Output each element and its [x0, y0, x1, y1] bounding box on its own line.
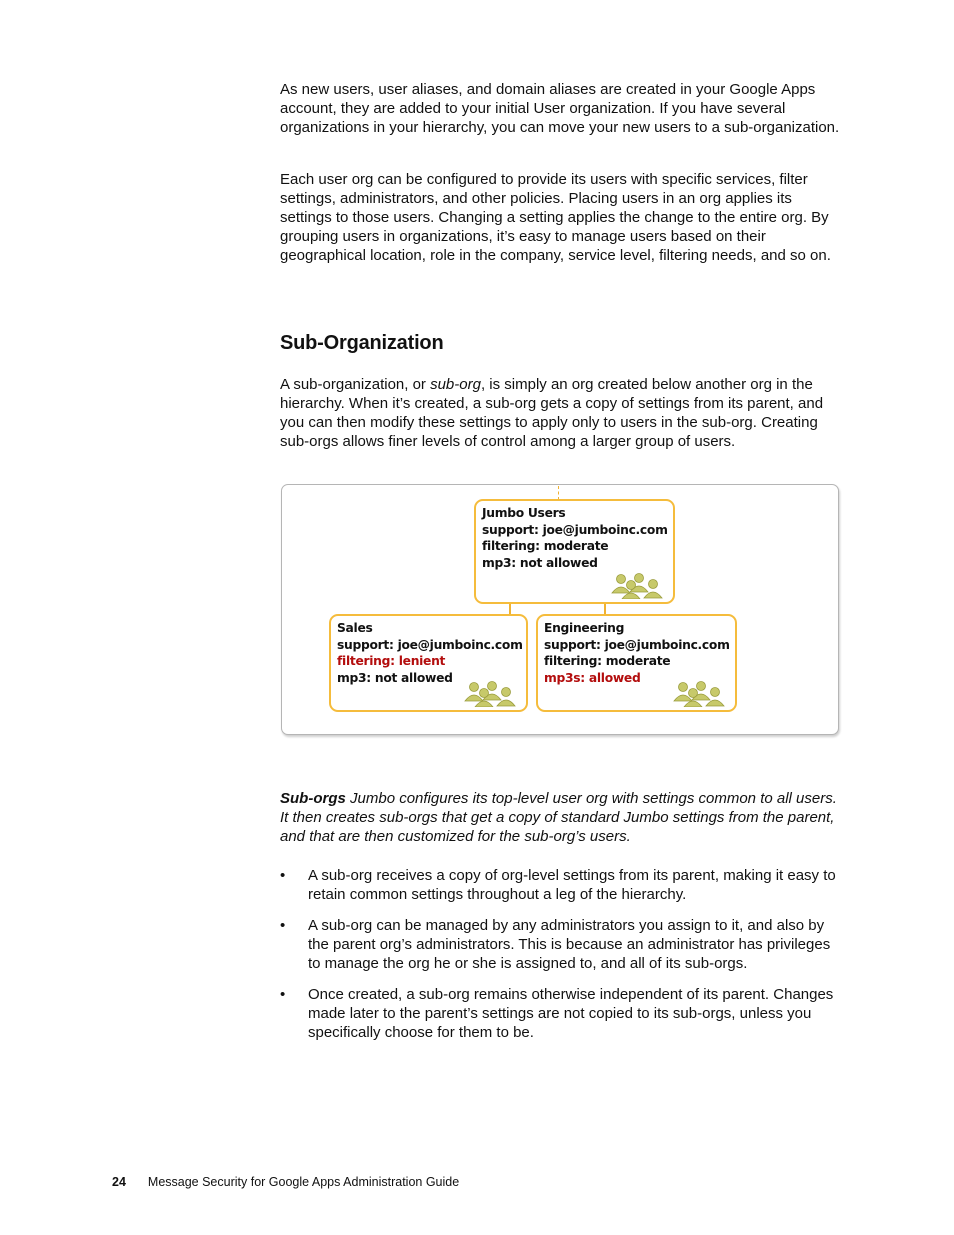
list-item-text: Once created, a sub-org remains otherwise independent of its parent. Changes made later to the parent’s settings are not copied to its sub-orgs, unless you specifically choose for them to be. — [308, 986, 834, 1041]
sub-org-paragraph — [280, 375, 842, 451]
org-settings-paragraph: Each user org can be configured to provide its users with specific services, filter settings, administrators, and other policies. Placing users in an org applies its settings to those users. Changing a setting applies the change to the entire org. By grouping users in organizations, it’s easy to manage users based on their geographical location, role in the company, service level, filtering needs, and so on. — [280, 171, 831, 264]
section-heading: Sub-Organization — [280, 332, 444, 354]
org-name: Jumbo Users — [482, 506, 566, 520]
org-mp3-override: mp3s: allowed — [544, 670, 641, 685]
org-mp3: mp3: not allowed — [337, 670, 453, 685]
bullet-glyph: • — [280, 917, 286, 934]
sub-org-term: sub-org — [430, 376, 481, 393]
list-item-text: A sub-org receives a copy of org-level settings from its parent, making it easy to retain common settings throughout a leg of the hierarchy. — [308, 867, 836, 903]
intro-paragraph: As new users, user aliases, and domain aliases are created in your Google Apps account, they are added to your initial User organization. If you have several organizations in your hierarchy, you can move your new users to a sub-organization. — [280, 81, 840, 136]
list-item — [280, 985, 842, 1042]
sub-org-intro-before: A sub-organization, or — [280, 376, 431, 393]
sub-org-intro-after: , is simply an org created below another org in the hierarchy. When it’s created, a sub-org gets a copy of settings from its parent, and you can then modify these settings to apply only to users in the sub-org. Creating sub-orgs allows finer levels of control among a larger group of users. — [280, 376, 824, 450]
org-name: Sales — [337, 621, 373, 635]
document-title: Message Security for Google Apps Administration Guide — [147, 1175, 460, 1189]
org-box-engineering — [536, 614, 737, 712]
org-support: support: joe@jumboinc.com — [482, 522, 668, 537]
org-support: support: joe@jumboinc.com — [544, 637, 730, 652]
figure-caption — [280, 789, 842, 846]
caption-label: Sub-orgs — [280, 790, 346, 807]
bullet-glyph: • — [280, 867, 286, 884]
org-box-sales — [329, 614, 528, 712]
org-box-jumbo-users — [474, 499, 675, 604]
bullet-glyph: • — [280, 986, 286, 1003]
user-group-icon — [462, 681, 518, 707]
user-group-icon — [609, 573, 665, 599]
org-mp3: mp3: not allowed — [482, 555, 598, 570]
org-filtering: filtering: moderate — [544, 654, 671, 668]
org-name: Engineering — [544, 621, 625, 635]
org-support: support: joe@jumboinc.com — [337, 637, 523, 652]
list-item-text: A sub-org can be managed by any administrators you assign to it, and also by the parent org’s administrators. This is because an administrator has privileges to manage the org he or she is assigned to, and all of its sub-orgs. — [308, 917, 831, 972]
org-filtering-override: filtering: lenient — [337, 654, 446, 668]
page-number: 24 — [112, 1175, 126, 1189]
list-item — [280, 866, 842, 904]
caption-text: Jumbo configures its top-level user org with settings common to all users. It then creates sub-orgs that get a copy of standard Jumbo settings from the parent, and that are then customized for the sub-org’s users. — [280, 790, 837, 845]
page-footer — [112, 1174, 459, 1190]
connector-dashed-top — [558, 486, 559, 500]
list-item — [280, 916, 842, 973]
org-filtering: filtering: moderate — [482, 539, 609, 553]
bullet-list — [280, 866, 842, 1054]
user-group-icon — [671, 681, 727, 707]
